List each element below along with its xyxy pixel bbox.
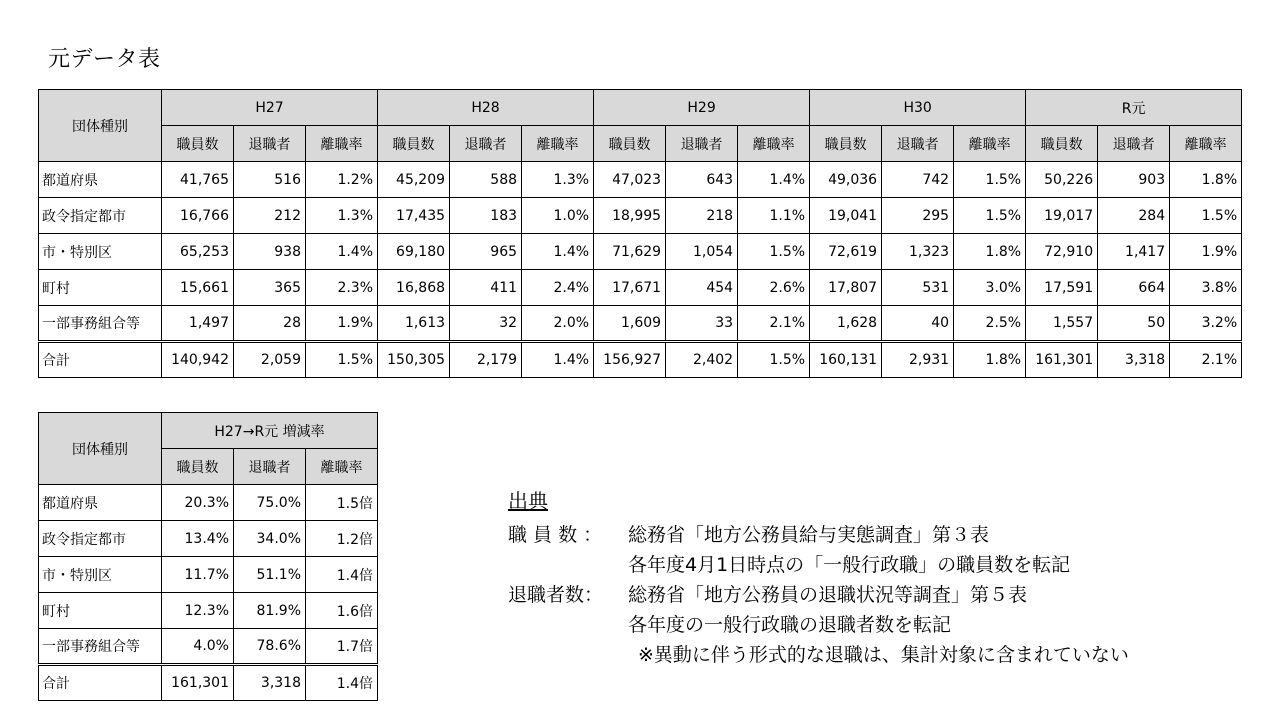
metric-header: 離職率: [306, 126, 378, 162]
row-label: 都道府県: [39, 485, 162, 521]
table-cell: 150,305: [378, 342, 450, 378]
table-cell: 1.8%: [954, 234, 1026, 270]
table-cell: 45,209: [378, 162, 450, 198]
table-cell: 1.3%: [522, 162, 594, 198]
table-cell: 72,910: [1026, 234, 1098, 270]
table-cell: 2.0%: [522, 306, 594, 342]
table-cell: 531: [882, 270, 954, 306]
table-cell: 1,417: [1098, 234, 1170, 270]
table-cell: 516: [234, 162, 306, 198]
year-header: H30: [810, 90, 1026, 126]
table-cell: 2,059: [234, 342, 306, 378]
table-cell: 32: [450, 306, 522, 342]
source-retire: [508, 580, 1129, 670]
table-row: [39, 485, 378, 521]
table-cell: 13.4%: [162, 521, 234, 557]
table-cell: 20.3%: [162, 485, 234, 521]
table-cell: 643: [666, 162, 738, 198]
table-cell: 1,609: [594, 306, 666, 342]
total-row: [39, 665, 378, 701]
table-cell: 1,628: [810, 306, 882, 342]
metric-header: 職員数: [162, 126, 234, 162]
metric-header: 職員数: [594, 126, 666, 162]
table-cell: 3.0%: [954, 270, 1026, 306]
table-cell: 17,671: [594, 270, 666, 306]
year-header: H28: [378, 90, 594, 126]
source-staff-line: 各年度4月1日時点の「一般行政職」の職員数を転記: [628, 554, 1071, 576]
table-cell: 2,402: [666, 342, 738, 378]
table-cell: 11.7%: [162, 557, 234, 593]
table-cell: 3,318: [1098, 342, 1170, 378]
table-cell: 78.6%: [234, 629, 306, 665]
table-cell: 903: [1098, 162, 1170, 198]
table-cell: 33: [666, 306, 738, 342]
table-cell: 411: [450, 270, 522, 306]
metric-header: 離職率: [306, 449, 378, 485]
table-cell: 1.2%: [306, 162, 378, 198]
table-cell: 40: [882, 306, 954, 342]
table-cell: 1.4倍: [306, 665, 378, 701]
year-header: H27: [162, 90, 378, 126]
table-cell: 1,054: [666, 234, 738, 270]
table-row: [39, 162, 1242, 198]
table-cell: 2.1%: [738, 306, 810, 342]
table-cell: 69,180: [378, 234, 450, 270]
table-cell: 12.3%: [162, 593, 234, 629]
table-cell: 65,253: [162, 234, 234, 270]
source-note: ※異動に伴う形式的な退職は、集計対象に含まれていない: [638, 644, 1129, 666]
year-header: H29: [594, 90, 810, 126]
table-cell: 156,927: [594, 342, 666, 378]
table-cell: 1.5%: [738, 234, 810, 270]
table-cell: 50,226: [1026, 162, 1098, 198]
table-cell: 71,629: [594, 234, 666, 270]
table-cell: 965: [450, 234, 522, 270]
table-cell: 140,942: [162, 342, 234, 378]
table-cell: 1.4%: [738, 162, 810, 198]
table-row: [39, 629, 378, 665]
group-header: 団体種別: [39, 90, 162, 162]
table-cell: 15,661: [162, 270, 234, 306]
table-cell: 2.4%: [522, 270, 594, 306]
table-cell: 41,765: [162, 162, 234, 198]
row-label: 市・特別区: [39, 557, 162, 593]
table-cell: 50: [1098, 306, 1170, 342]
table-cell: 17,435: [378, 198, 450, 234]
metric-header: 職員数: [162, 449, 234, 485]
table-cell: 1,613: [378, 306, 450, 342]
table-cell: 49,036: [810, 162, 882, 198]
table-cell: 160,131: [810, 342, 882, 378]
table-cell: 1.4%: [522, 342, 594, 378]
metric-header: 退職者: [234, 449, 306, 485]
metric-header: 職員数: [378, 126, 450, 162]
table-cell: 81.9%: [234, 593, 306, 629]
table-cell: 75.0%: [234, 485, 306, 521]
table-cell: 295: [882, 198, 954, 234]
table-cell: 34.0%: [234, 521, 306, 557]
header-row-years: [39, 90, 1242, 126]
table-row: [39, 270, 1242, 306]
table-cell: 1.0%: [522, 198, 594, 234]
metric-header: 職員数: [1026, 126, 1098, 162]
page-title: 元データ表: [48, 47, 161, 72]
table-cell: 161,301: [162, 665, 234, 701]
header-row-metrics: [39, 126, 1242, 162]
year-header: R元: [1026, 90, 1242, 126]
table-cell: 3,318: [234, 665, 306, 701]
metric-header: 退職者: [1098, 126, 1170, 162]
change-rate-table: [38, 412, 378, 701]
table-cell: 19,041: [810, 198, 882, 234]
table-cell: 2.3%: [306, 270, 378, 306]
table-row: [39, 198, 1242, 234]
table-cell: 1.1%: [738, 198, 810, 234]
table-cell: 284: [1098, 198, 1170, 234]
row-label: 合計: [39, 665, 162, 701]
table-cell: 1.4倍: [306, 557, 378, 593]
table-row: [39, 593, 378, 629]
table-cell: 218: [666, 198, 738, 234]
row-label: 都道府県: [39, 162, 162, 198]
table-cell: 1.9%: [1170, 234, 1242, 270]
row-label: 一部事務組合等: [39, 629, 162, 665]
table-cell: 212: [234, 198, 306, 234]
table-cell: 28: [234, 306, 306, 342]
source-heading: 出典: [508, 489, 548, 513]
table-row: [39, 557, 378, 593]
table-cell: 1.4%: [306, 234, 378, 270]
table-cell: 161,301: [1026, 342, 1098, 378]
table-cell: 2.1%: [1170, 342, 1242, 378]
table-cell: 47,023: [594, 162, 666, 198]
table-cell: 72,619: [810, 234, 882, 270]
metric-header: 退職者: [666, 126, 738, 162]
table-cell: 664: [1098, 270, 1170, 306]
table-cell: 588: [450, 162, 522, 198]
table-cell: 17,591: [1026, 270, 1098, 306]
table-cell: 3.2%: [1170, 306, 1242, 342]
source-retire-line: 各年度の一般行政職の退職者数を転記: [628, 614, 952, 636]
table-cell: 742: [882, 162, 954, 198]
table-cell: 1.8%: [954, 342, 1026, 378]
table-cell: 365: [234, 270, 306, 306]
table-cell: 1.5%: [954, 162, 1026, 198]
total-row: [39, 342, 1242, 378]
table-cell: 19,017: [1026, 198, 1098, 234]
table-cell: 2,179: [450, 342, 522, 378]
source-staff-line: 総務省「地方公務員給与実態調査」第３表: [628, 524, 990, 546]
source-retire-line: 総務省「地方公務員の退職状況等調査」第５表: [628, 584, 1028, 606]
table-cell: 454: [666, 270, 738, 306]
table-cell: 183: [450, 198, 522, 234]
table-cell: 1.3%: [306, 198, 378, 234]
table-cell: 17,807: [810, 270, 882, 306]
table-cell: 16,868: [378, 270, 450, 306]
row-label: 政令指定都市: [39, 521, 162, 557]
table-cell: 1.5%: [954, 198, 1026, 234]
table-cell: 2.5%: [954, 306, 1026, 342]
table-cell: 1.2倍: [306, 521, 378, 557]
row-label: 合計: [39, 342, 162, 378]
table-cell: 1,497: [162, 306, 234, 342]
table-cell: 1.4%: [522, 234, 594, 270]
source-staff: [508, 520, 1129, 580]
source-retire-label: 退職者数：: [508, 584, 604, 606]
metric-header: 離職率: [1170, 126, 1242, 162]
metric-header: 離職率: [522, 126, 594, 162]
table-row: [39, 521, 378, 557]
metric-header: 離職率: [738, 126, 810, 162]
table-cell: 51.1%: [234, 557, 306, 593]
group-header: 団体種別: [39, 413, 162, 485]
table-cell: 18,995: [594, 198, 666, 234]
row-label: 市・特別区: [39, 234, 162, 270]
row-label: 一部事務組合等: [39, 306, 162, 342]
row-label: 政令指定都市: [39, 198, 162, 234]
rate-title-header: H27→R元 増減率: [162, 413, 378, 449]
table-cell: 3.8%: [1170, 270, 1242, 306]
row-label: 町村: [39, 593, 162, 629]
table-cell: 938: [234, 234, 306, 270]
table-cell: 4.0%: [162, 629, 234, 665]
metric-header: 退職者: [882, 126, 954, 162]
table-cell: 1,557: [1026, 306, 1098, 342]
table-row: [39, 234, 1242, 270]
metric-header: 離職率: [954, 126, 1026, 162]
header-row-title: [39, 413, 378, 449]
source-staff-label: 職 員 数 ：: [508, 524, 603, 546]
row-label: 町村: [39, 270, 162, 306]
table-cell: 1.5%: [738, 342, 810, 378]
metric-header: 退職者: [234, 126, 306, 162]
staff-data-table: [38, 89, 1242, 378]
table-row: [39, 306, 1242, 342]
source-notes: [508, 486, 1129, 670]
table-cell: 1.7倍: [306, 629, 378, 665]
table-cell: 1.9%: [306, 306, 378, 342]
table-cell: 1.5倍: [306, 485, 378, 521]
table-cell: 1.6倍: [306, 593, 378, 629]
table-cell: 1.5%: [1170, 198, 1242, 234]
metric-header: 退職者: [450, 126, 522, 162]
table-cell: 2,931: [882, 342, 954, 378]
table-cell: 1.8%: [1170, 162, 1242, 198]
table-cell: 2.6%: [738, 270, 810, 306]
table-cell: 1.5%: [306, 342, 378, 378]
table-cell: 16,766: [162, 198, 234, 234]
metric-header: 職員数: [810, 126, 882, 162]
table-cell: 1,323: [882, 234, 954, 270]
